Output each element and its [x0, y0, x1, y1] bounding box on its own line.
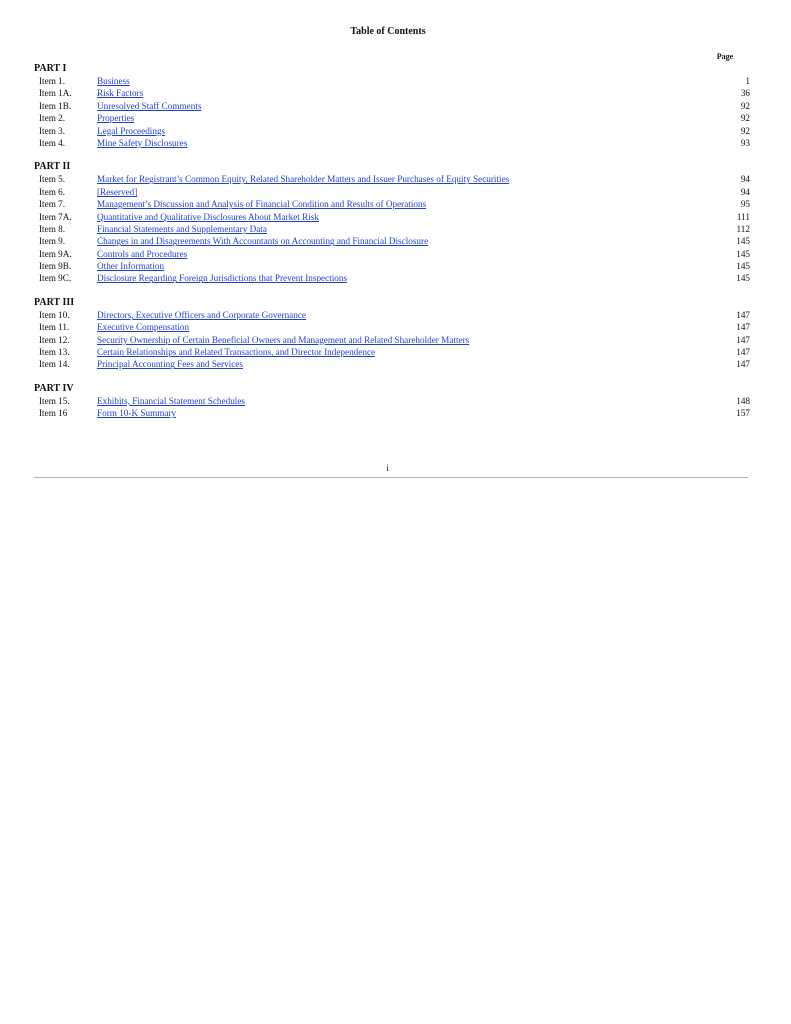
toc-row	[34, 309, 750, 321]
toc-row	[34, 346, 750, 358]
toc-item-link[interactable]: Risk Factors	[97, 88, 144, 99]
item-page-number: 94	[740, 186, 750, 197]
toc-row	[34, 321, 750, 333]
toc-row	[34, 235, 750, 247]
item-number: Item 9A.	[39, 248, 72, 259]
item-number: Item 12.	[39, 334, 70, 345]
item-page-number: 157	[736, 408, 750, 419]
toc-row	[34, 358, 750, 370]
item-number: Item 9C.	[39, 273, 72, 284]
toc-item-link[interactable]: Security Ownership of Certain Beneficial Owners and Management and Related Shareholder Matters	[97, 334, 470, 345]
toc-item-link[interactable]: Form 10-K Summary	[97, 408, 177, 419]
item-page-number: 92	[740, 113, 750, 124]
toc-row	[34, 334, 750, 346]
item-page-number: 145	[736, 248, 750, 259]
toc-part	[34, 383, 750, 420]
toc-row	[34, 407, 750, 419]
toc-row	[34, 125, 750, 137]
item-number: Item 9.	[39, 236, 66, 247]
item-number: Item 10.	[39, 309, 70, 320]
item-number: Item 4.	[39, 137, 66, 148]
toc-row	[34, 198, 750, 210]
toc-item-link[interactable]: Properties	[97, 113, 135, 124]
item-number: Item 5.	[39, 174, 66, 185]
item-number: Item 7A.	[39, 211, 72, 222]
toc-row	[34, 211, 750, 223]
toc-item-link[interactable]: Principal Accounting Fees and Services	[97, 359, 243, 370]
item-page-number: 92	[740, 100, 750, 111]
item-number: Item 6.	[39, 186, 66, 197]
toc-item-link[interactable]: Other Information	[97, 261, 165, 272]
item-page-number: 148	[736, 395, 750, 406]
item-page-number: 1	[745, 76, 750, 86]
toc-row	[34, 248, 750, 260]
toc-item-link[interactable]: Certain Relationships and Related Transactions, and Director Independence	[97, 347, 376, 358]
toc-part	[34, 161, 750, 285]
item-number: Item 11.	[39, 322, 70, 333]
toc-item-link[interactable]: Legal Proceedings	[97, 125, 166, 136]
item-page-number: 92	[740, 125, 750, 136]
part-title: PART III	[34, 296, 75, 308]
toc-item-link[interactable]: Unresolved Staff Comments	[97, 100, 202, 111]
item-page-number: 147	[736, 359, 750, 370]
toc-row	[34, 75, 750, 87]
page-number: i	[386, 463, 389, 473]
toc-item-link[interactable]: Mine Safety Disclosures	[97, 137, 188, 148]
item-page-number: 36	[740, 88, 750, 99]
toc-row	[34, 87, 750, 99]
item-number: Item 1A.	[39, 88, 72, 99]
toc-item-link[interactable]: Controls and Procedures	[97, 248, 188, 259]
item-page-number: 112	[736, 223, 750, 234]
item-page-number: 145	[736, 261, 750, 272]
toc-row	[34, 137, 750, 149]
toc-part	[34, 63, 750, 149]
item-number: Item 15.	[39, 395, 70, 406]
item-page-number: 93	[740, 137, 750, 148]
toc-row	[34, 260, 750, 272]
toc-item-link[interactable]: Market for Registrant’s Common Equity, Related Shareholder Matters and Issuer Purchases of Equity Securities	[97, 174, 510, 185]
toc-row	[34, 100, 750, 112]
item-page-number: 147	[736, 322, 750, 333]
toc-row	[34, 272, 750, 284]
item-number: Item 2.	[39, 113, 66, 124]
item-number: Item 8.	[39, 223, 66, 234]
item-page-number: 95	[740, 199, 750, 210]
item-page-number: 145	[736, 273, 750, 284]
item-number: Item 7.	[39, 199, 66, 210]
item-number: Item 1.	[39, 76, 66, 86]
toc-item-link[interactable]: Executive Compensation	[97, 322, 190, 333]
item-page-number: 111	[736, 211, 750, 222]
toc-item-link[interactable]: Quantitative and Qualitative Disclosures About Market Risk	[97, 211, 319, 222]
item-number: Item 13.	[39, 347, 70, 358]
item-page-number: 147	[736, 334, 750, 345]
item-page-number: 94	[740, 174, 750, 185]
item-number: Item 3.	[39, 125, 66, 136]
toc-item-link[interactable]: Disclosure Regarding Foreign Jurisdictions that Prevent Inspections	[97, 273, 348, 284]
item-number: Item 14.	[39, 359, 70, 370]
toc-item-link[interactable]: Exhibits, Financial Statement Schedules	[97, 395, 245, 406]
toc-row	[34, 223, 750, 235]
item-number: Item 9B.	[39, 261, 72, 272]
toc-item-link[interactable]: Business	[97, 76, 130, 86]
toc-item-link[interactable]: Financial Statements and Supplementary Data	[97, 223, 267, 234]
item-number: Item 1B.	[39, 100, 72, 111]
toc-item-link[interactable]: Changes in and Disagreements With Accountants on Accounting and Financial Disclosure	[97, 236, 429, 247]
page-column-header: Page	[716, 52, 734, 61]
toc-title: Table of Contents	[350, 26, 426, 37]
toc-item-link[interactable]: [Reserved]	[97, 186, 138, 197]
toc-row	[34, 112, 750, 124]
toc-row	[34, 186, 750, 198]
toc-item-link[interactable]: Directors, Executive Officers and Corporate Governance	[97, 309, 307, 320]
toc-row	[34, 395, 750, 407]
item-number: Item 16	[39, 408, 68, 419]
item-page-number: 147	[736, 347, 750, 358]
toc-row	[34, 173, 750, 185]
footer-divider	[34, 477, 748, 478]
item-page-number: 147	[736, 309, 750, 320]
toc-item-link[interactable]: Management’s Discussion and Analysis of Financial Condition and Results of Operations	[97, 199, 427, 210]
toc-part	[34, 297, 750, 371]
table-of-contents	[34, 63, 750, 432]
part-title: PART II	[34, 161, 71, 173]
part-title: PART I	[34, 63, 67, 74]
part-title: PART IV	[34, 382, 74, 394]
item-page-number: 145	[736, 236, 750, 247]
